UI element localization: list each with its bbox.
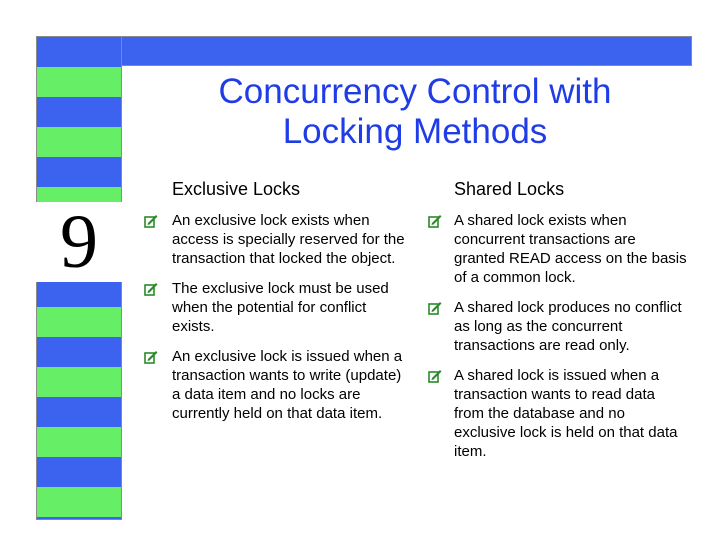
list-item <box>426 298 688 355</box>
slide-title <box>150 72 680 152</box>
pencil-checkbox-icon <box>428 369 442 383</box>
pencil-checkbox-icon <box>428 214 442 228</box>
pencil-checkbox-icon <box>144 350 158 364</box>
bullet-text: A shared lock is issued when a transaction wants to read data from the database and no exclusive lock is held on that data item. <box>454 367 678 460</box>
list-item <box>426 366 688 461</box>
list-item <box>144 279 406 336</box>
shared-locks-heading: Shared Locks <box>454 179 565 199</box>
bullet-text: A shared lock produces no conflict as long as the concurrent transactions are read only. <box>454 299 682 354</box>
list-item <box>144 347 406 423</box>
exclusive-locks-heading: Exclusive Locks <box>172 179 301 199</box>
top-frame-bar <box>36 36 692 66</box>
list-item <box>426 211 688 287</box>
shared-locks-column <box>426 178 688 472</box>
bullet-text: An exclusive lock exists when access is specially reserved for the transaction that locked the object. <box>172 212 405 267</box>
exclusive-locks-column <box>144 178 406 434</box>
list-item <box>144 211 406 268</box>
pencil-checkbox-icon <box>144 282 158 296</box>
pencil-checkbox-icon <box>144 214 158 228</box>
slide-number: 9 <box>36 202 122 282</box>
bullet-text: A shared lock exists when concurrent transactions are granted READ access on the basis of a common lock. <box>454 212 687 286</box>
title-line-1: Concurrency Control with <box>218 72 612 111</box>
bullet-text: The exclusive lock must be used when the potential for conflict exists. <box>172 280 389 335</box>
title-line-2: Locking Methods <box>282 112 548 151</box>
bullet-text: An exclusive lock is issued when a transaction wants to write (update) a data item and no locks are currently held on that data item. <box>172 348 403 422</box>
pencil-checkbox-icon <box>428 301 442 315</box>
